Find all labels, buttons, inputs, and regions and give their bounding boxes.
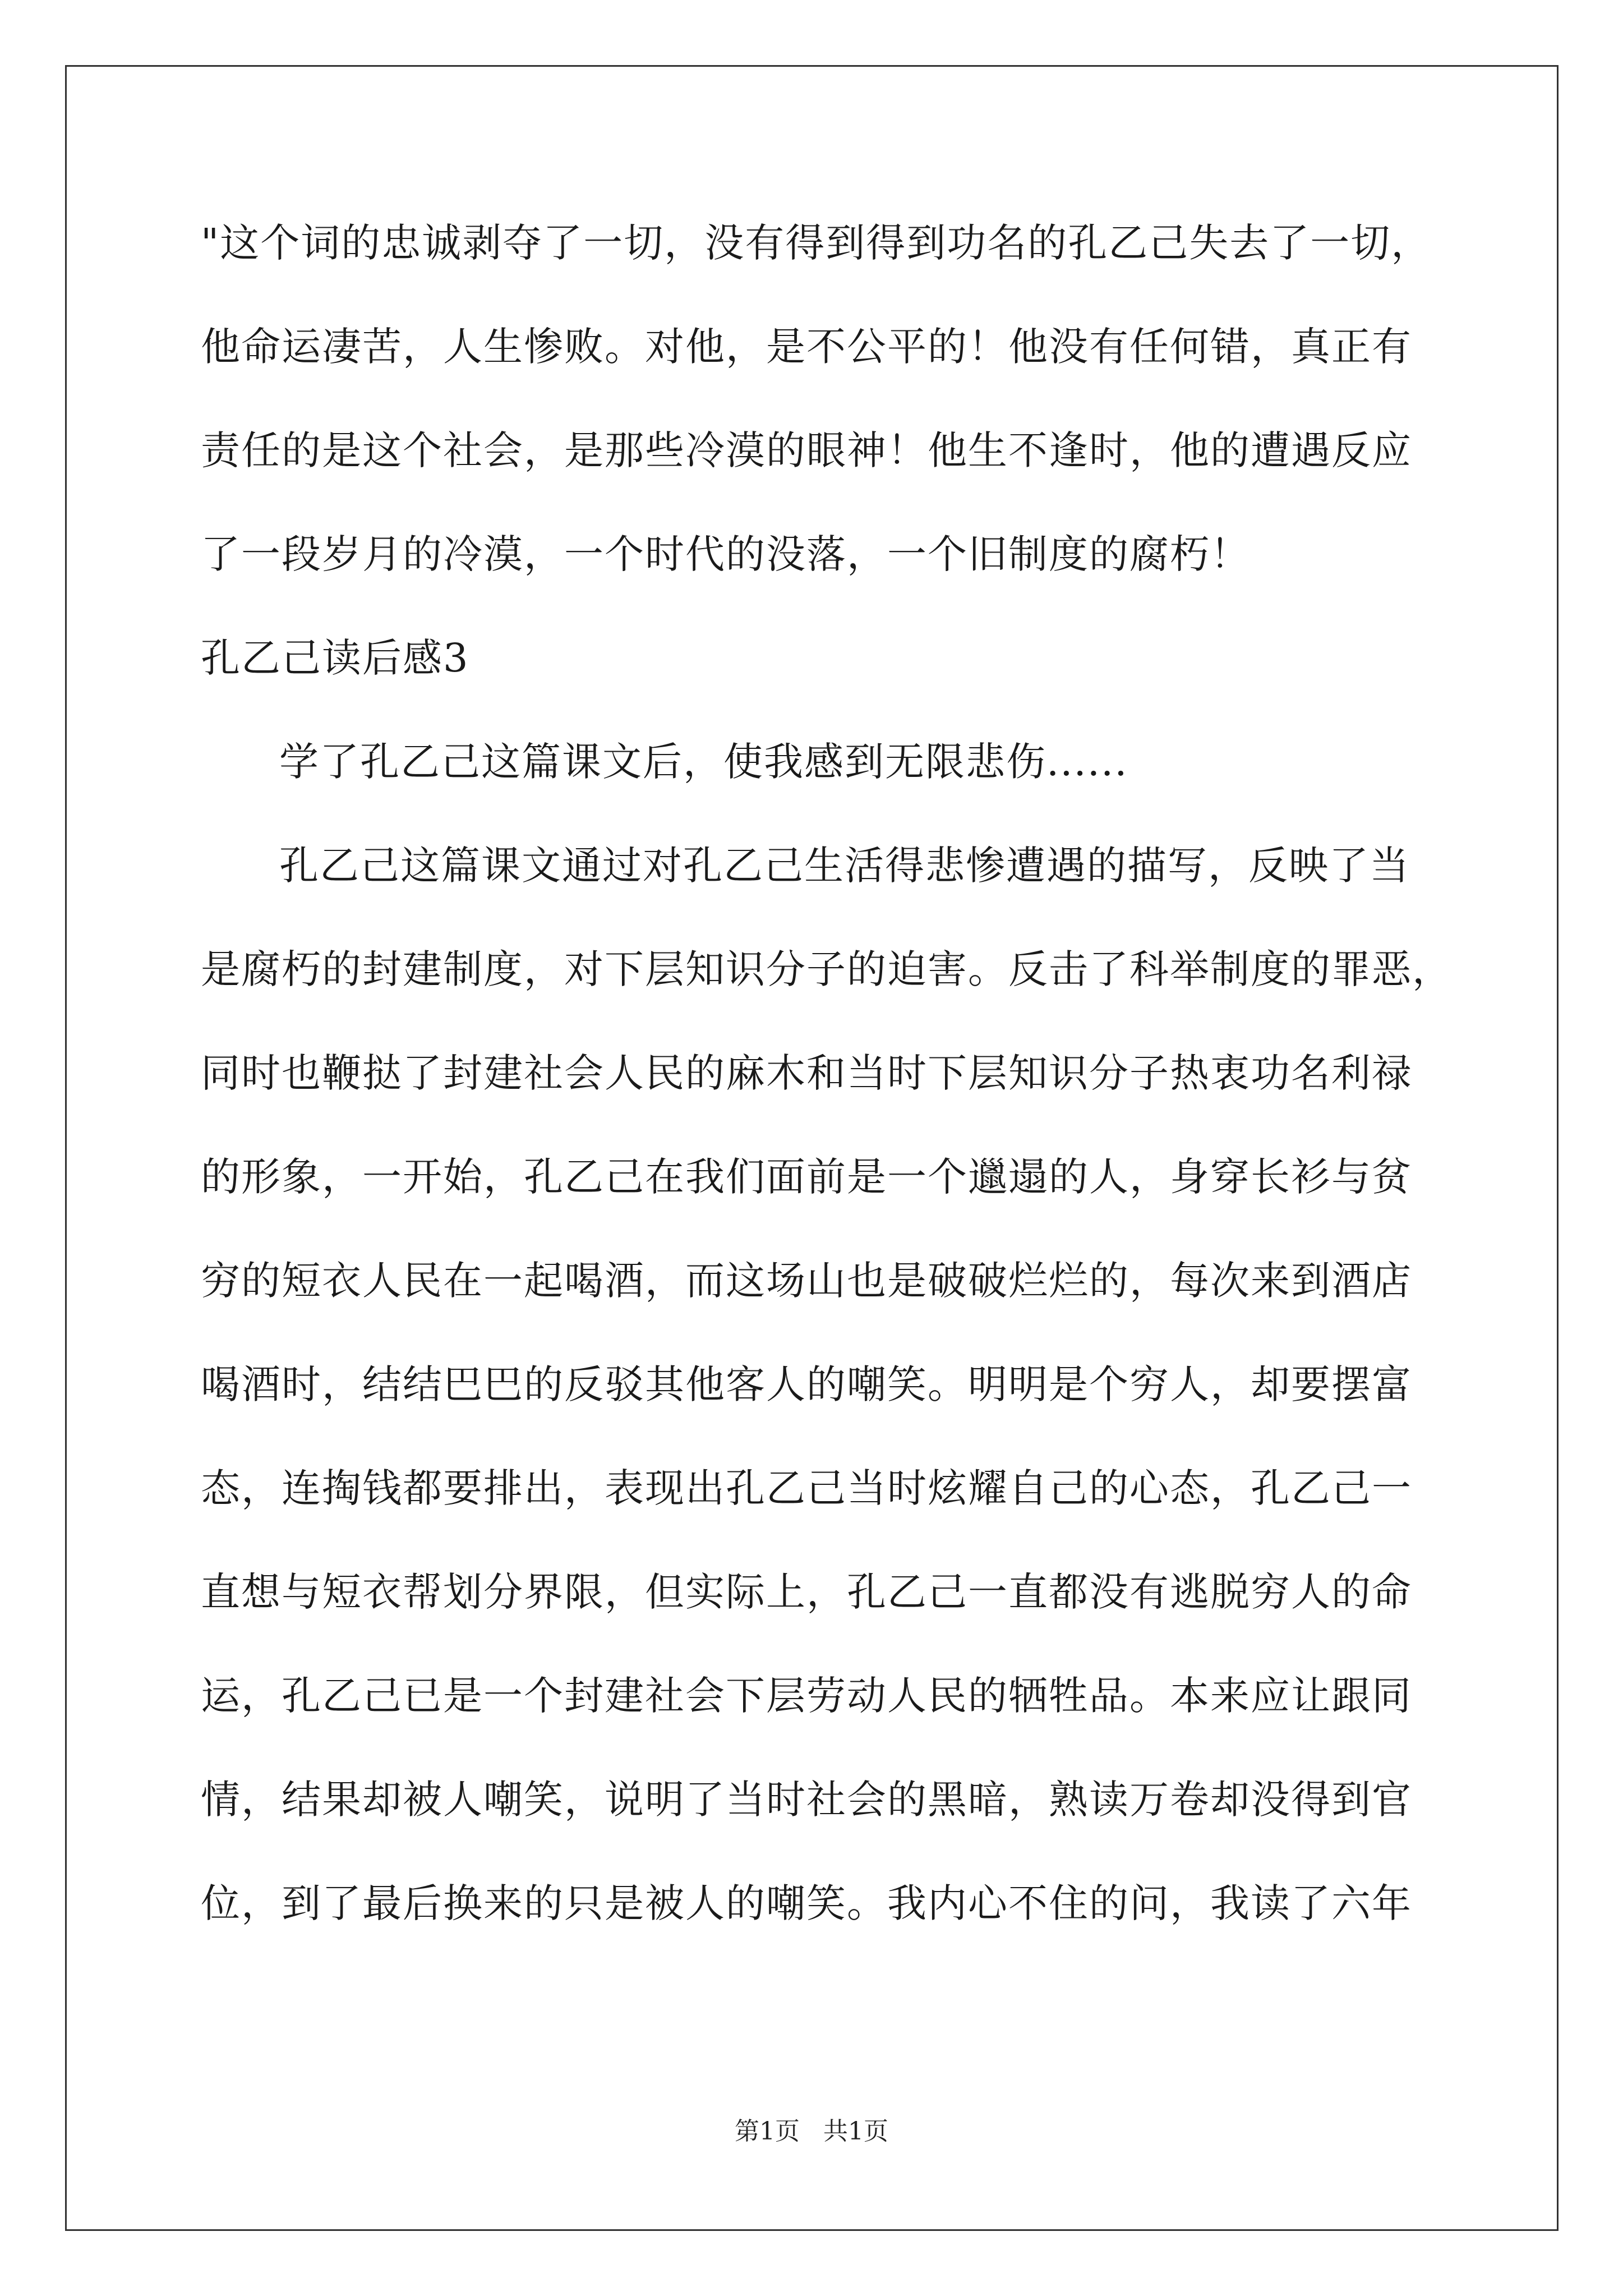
- paragraph-line: 态，连掏钱都要排出，表现出孔乙己当时炫耀自己的心态，孔乙己一: [201, 1465, 1412, 1511]
- paragraph-line: 穷的短衣人民在一起喝酒，而这场山也是破破烂烂的，每次来到酒店: [201, 1258, 1412, 1304]
- paragraph-line: 了一段岁月的冷漠，一个时代的没落，一个旧制度的腐朽！: [201, 531, 1251, 577]
- paragraph-line: 运，孔乙己已是一个封建社会下层劳动人民的牺牲品。本来应让跟同: [201, 1673, 1412, 1719]
- section-heading: 孔乙己读后感3: [201, 635, 469, 681]
- paragraph-line: 他命运凄苦，人生惨败。对他，是不公平的！他没有任何错，真正有: [201, 324, 1412, 370]
- paragraph-line: 学了孔乙己这篇课文后，使我感到无限悲伤......: [279, 739, 1128, 785]
- paragraph-line: 是腐朽的封建制度，对下层知识分子的迫害。反击了科举制度的罪恶，: [201, 946, 1453, 992]
- paragraph-line: 同时也鞭挞了封建社会人民的麻木和当时下层知识分子热衷功名利禄: [201, 1050, 1412, 1096]
- paragraph-line: 情，结果却被人嘲笑，说明了当时社会的黑暗，熟读万卷却没得到官: [201, 1777, 1412, 1823]
- page-footer: 第1页 共1页: [735, 2117, 888, 2146]
- paragraph-line: 位，到了最后换来的只是被人的嘲笑。我内心不住的问，我读了六年: [201, 1880, 1412, 1926]
- paragraph-line: 责任的是这个社会，是那些冷漠的眼神！他生不逢时，他的遭遇反应: [201, 427, 1412, 473]
- paragraph-line: 喝酒时，结结巴巴的反驳其他客人的嘲笑。明明是个穷人，却要摆富: [201, 1361, 1412, 1407]
- paragraph-line: 孔乙己这篇课文通过对孔乙己生活得悲惨遭遇的描写，反映了当: [279, 843, 1410, 889]
- paragraph-line: 直想与短衣帮划分界限，但实际上，孔乙己一直都没有逃脱穷人的命: [201, 1569, 1412, 1615]
- paragraph-line: "这个词的忠诚剥夺了一切，没有得到得到功名的孔乙己失去了一切，: [201, 220, 1432, 266]
- paragraph-line: 的形象，一开始，孔乙己在我们面前是一个邋遢的人，身穿长衫与贫: [201, 1154, 1412, 1200]
